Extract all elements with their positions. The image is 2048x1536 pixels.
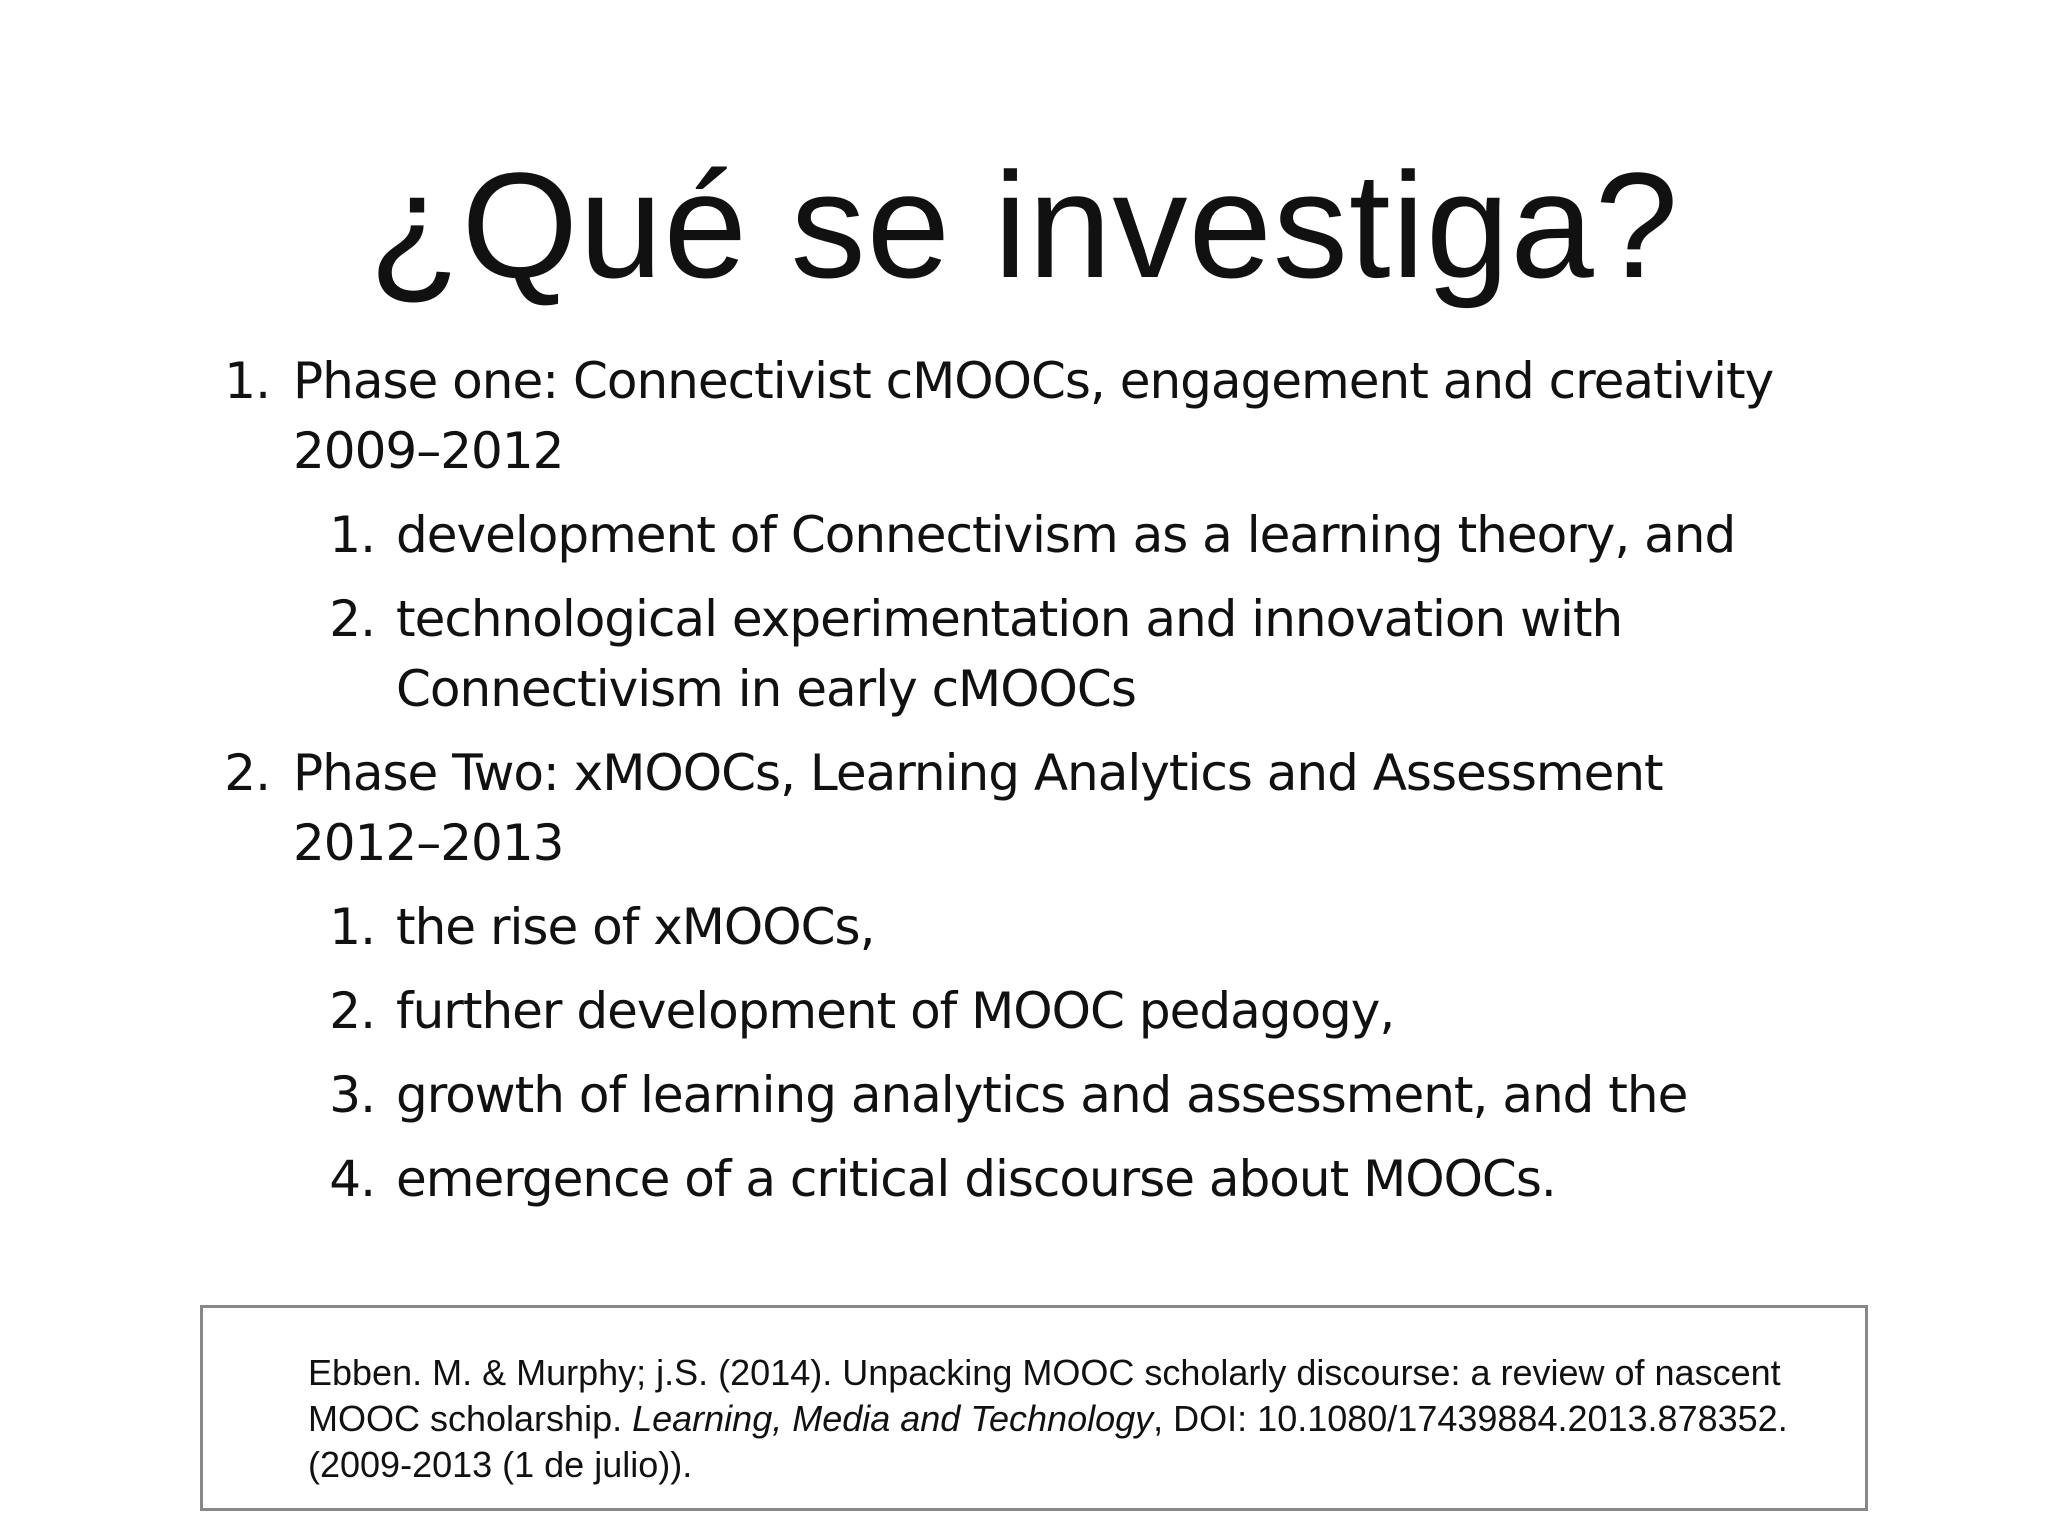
subitem-text: growth of learning analytics and assessment, and the <box>396 1066 1688 1124</box>
reference-journal: Learning, Media and Technology <box>632 1398 1154 1439</box>
subitem-number: 4. <box>329 1150 375 1208</box>
reference-citation <box>308 1350 1838 1488</box>
item-number: 1. <box>224 352 270 410</box>
item-text-line: 2009–2012 <box>293 422 564 480</box>
subitem <box>200 584 1860 724</box>
subitem <box>200 1144 1860 1214</box>
reference-box <box>200 1305 1868 1511</box>
subitem-text: the rise of xMOOCs, <box>396 898 875 956</box>
reference-authors-title: Ebben. M. & Murphy; j.S. (2014). Unpacking MOOC scholarly discourse: a review of nascent MOOC scholarship. <box>308 1352 1781 1439</box>
item-text-line: 2012–2013 <box>293 814 564 872</box>
slide-title: ¿Qué se investiga? <box>368 141 1680 309</box>
subitem <box>200 892 1860 962</box>
subitem <box>200 1060 1860 1130</box>
item-text-line: Phase Two: xMOOCs, Learning Analytics and Assessment <box>293 744 1663 802</box>
subitem-number: 1. <box>329 898 375 956</box>
outline-item-phase-one <box>200 346 1860 486</box>
item-text-line: Phase one: Connectivist cMOOCs, engagement and creativity <box>293 352 1774 410</box>
subitem-number: 2. <box>329 982 375 1040</box>
subitem-text: Connectivism in early cMOOCs <box>396 660 1136 718</box>
subitem <box>200 500 1860 570</box>
outline-list <box>200 346 1860 1214</box>
subitem-text: technological experimentation and innovation with <box>396 590 1623 648</box>
item-number: 2. <box>224 744 270 802</box>
subitem-number: 1. <box>329 506 375 564</box>
subitem <box>200 976 1860 1046</box>
subitem-number: 3. <box>329 1066 375 1124</box>
subitem-text: further development of MOOC pedagogy, <box>396 982 1395 1040</box>
reference-doi: , DOI: 10.1080/17439884.2013.878352. (2009-2013 (1 de julio)). <box>308 1398 1788 1485</box>
outline-item-phase-two <box>200 738 1860 878</box>
subitem-text: emergence of a critical discourse about MOOCs. <box>396 1150 1556 1208</box>
subitem-text: development of Connectivism as a learning theory, and <box>396 506 1736 564</box>
subitem-number: 2. <box>329 590 375 648</box>
